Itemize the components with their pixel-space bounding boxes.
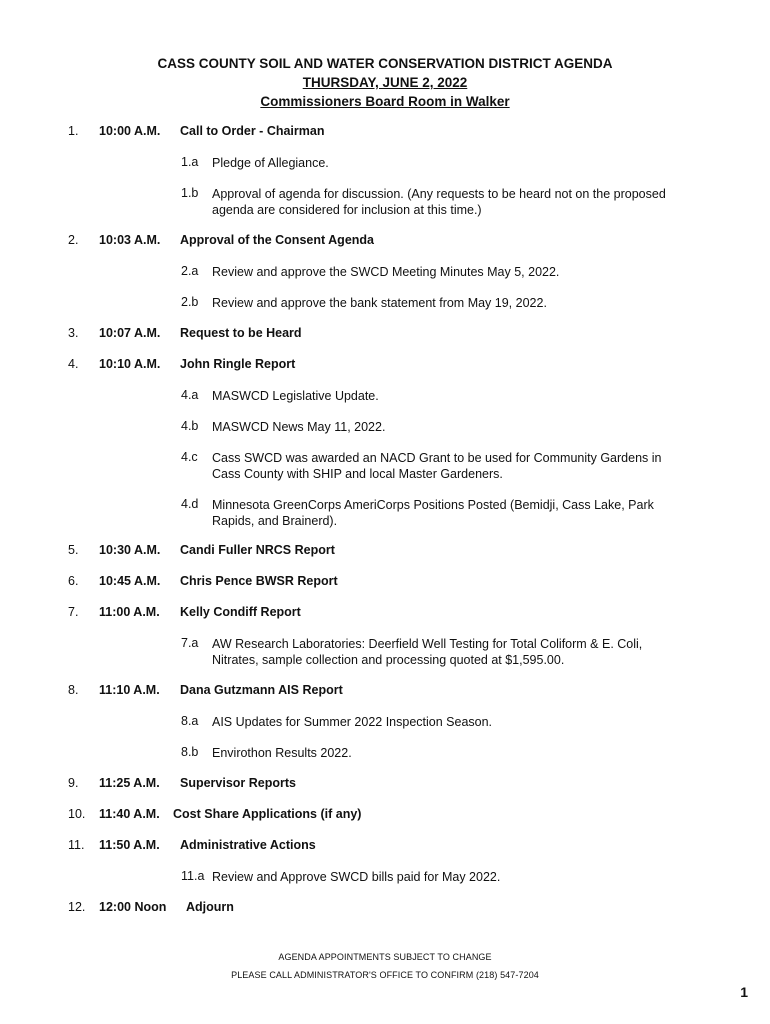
item-title: Administrative Actions — [180, 838, 316, 852]
subitem-text: Approval of agenda for discussion. (Any requests to be heard not on the proposed agenda are considered for inclusion at this time.) — [212, 187, 666, 217]
item-time: 10:10 A.M. — [99, 357, 161, 371]
item-title: Supervisor Reports — [180, 776, 297, 790]
item-number: 4. — [68, 357, 79, 371]
item-title: John Ringle Report — [180, 357, 296, 371]
meeting-location: Commissioners Board Room in Walker — [260, 94, 510, 109]
subitem-text: Review and Approve SWCD bills paid for May 2022. — [212, 870, 501, 884]
org-title: CASS COUNTY SOIL AND WATER CONSERVATION DISTRICT AGENDA — [157, 56, 613, 71]
item-time: 11:10 A.M. — [99, 683, 160, 697]
subitem-number: 8.b — [181, 745, 199, 759]
subitem-number: 8.a — [181, 714, 199, 728]
subitem-text: AW Research Laboratories: Deerfield Well Testing for Total Coliform & E. Coli, Nitrates, sample collection and processing quoted at $1,595.00. — [212, 637, 643, 667]
item-time: 10:00 A.M. — [99, 124, 161, 138]
page-number: 1 — [740, 984, 748, 1000]
subitem-text: MASWCD Legislative Update. — [212, 389, 379, 403]
item-time: 10:30 A.M. — [99, 543, 161, 557]
item-number: 9. — [68, 776, 79, 790]
subitem-number: 2.a — [181, 264, 199, 278]
subitem-text: Review and approve the SWCD Meeting Minutes May 5, 2022. — [212, 265, 560, 279]
item-number: 8. — [68, 683, 79, 697]
agenda-header — [0, 54, 770, 111]
subitem-number: 1.b — [181, 186, 199, 200]
item-number: 1. — [68, 124, 79, 138]
subitem-text: Envirothon Results 2022. — [212, 746, 352, 760]
subitem-number: 11.a — [181, 869, 205, 883]
item-number: 6. — [68, 574, 79, 588]
item-time: 12:00 Noon — [99, 900, 167, 914]
subitem-text: AIS Updates for Summer 2022 Inspection Season. — [212, 715, 493, 729]
item-time: 10:45 A.M. — [99, 574, 161, 588]
item-time: 11:40 A.M. — [99, 807, 160, 821]
subitem-number: 4.a — [181, 388, 199, 402]
item-number: 10. — [68, 807, 86, 821]
item-time: 11:00 A.M. — [99, 605, 160, 619]
subitem-number: 4.b — [181, 419, 199, 433]
subitem-number: 4.d — [181, 497, 199, 511]
item-time: 11:50 A.M. — [99, 838, 160, 852]
item-title: Chris Pence BWSR Report — [180, 574, 338, 588]
item-time: 10:07 A.M. — [99, 326, 161, 340]
subitem-text: Review and approve the bank statement from May 19, 2022. — [212, 296, 547, 310]
item-title: Adjourn — [186, 900, 234, 914]
item-title: Approval of the Consent Agenda — [180, 233, 374, 247]
item-number: 5. — [68, 543, 79, 557]
item-number: 12. — [68, 900, 86, 914]
meeting-date: THURSDAY, JUNE 2, 2022 — [302, 75, 468, 90]
item-title: Call to Order - Chairman — [180, 124, 325, 138]
item-title: Candi Fuller NRCS Report — [180, 543, 335, 557]
subitem-text: MASWCD News May 11, 2022. — [212, 420, 386, 434]
subitem-number: 7.a — [181, 636, 199, 650]
item-number: 7. — [68, 605, 79, 619]
footer-notice: AGENDA APPOINTMENTS SUBJECT TO CHANGE — [278, 952, 492, 962]
subitem-text: Minnesota GreenCorps AmeriCorps Positions Posted (Bemidji, Cass Lake, Park Rapids, and Brainerd). — [212, 498, 654, 528]
subitem-text: Pledge of Allegiance. — [212, 156, 329, 170]
item-number: 2. — [68, 233, 79, 247]
item-number: 3. — [68, 326, 79, 340]
item-time: 10:03 A.M. — [99, 233, 161, 247]
item-time: 11:25 A.M. — [99, 776, 160, 790]
subitem-number: 4.c — [181, 450, 198, 464]
item-title: Cost Share Applications (if any) — [173, 807, 362, 821]
footer-contact: PLEASE CALL ADMINISTRATOR'S OFFICE TO CONFIRM (218) 547-7204 — [231, 970, 539, 980]
item-title: Request to be Heard — [180, 326, 302, 340]
item-number: 11. — [68, 838, 85, 852]
item-title: Kelly Condiff Report — [180, 605, 301, 619]
subitem-number: 1.a — [181, 155, 199, 169]
item-title: Dana Gutzmann AIS Report — [180, 683, 343, 697]
subitem-number: 2.b — [181, 295, 199, 309]
subitem-text: Cass SWCD was awarded an NACD Grant to be used for Community Gardens in Cass County with SHIP and local Master Gardeners. — [212, 451, 662, 481]
